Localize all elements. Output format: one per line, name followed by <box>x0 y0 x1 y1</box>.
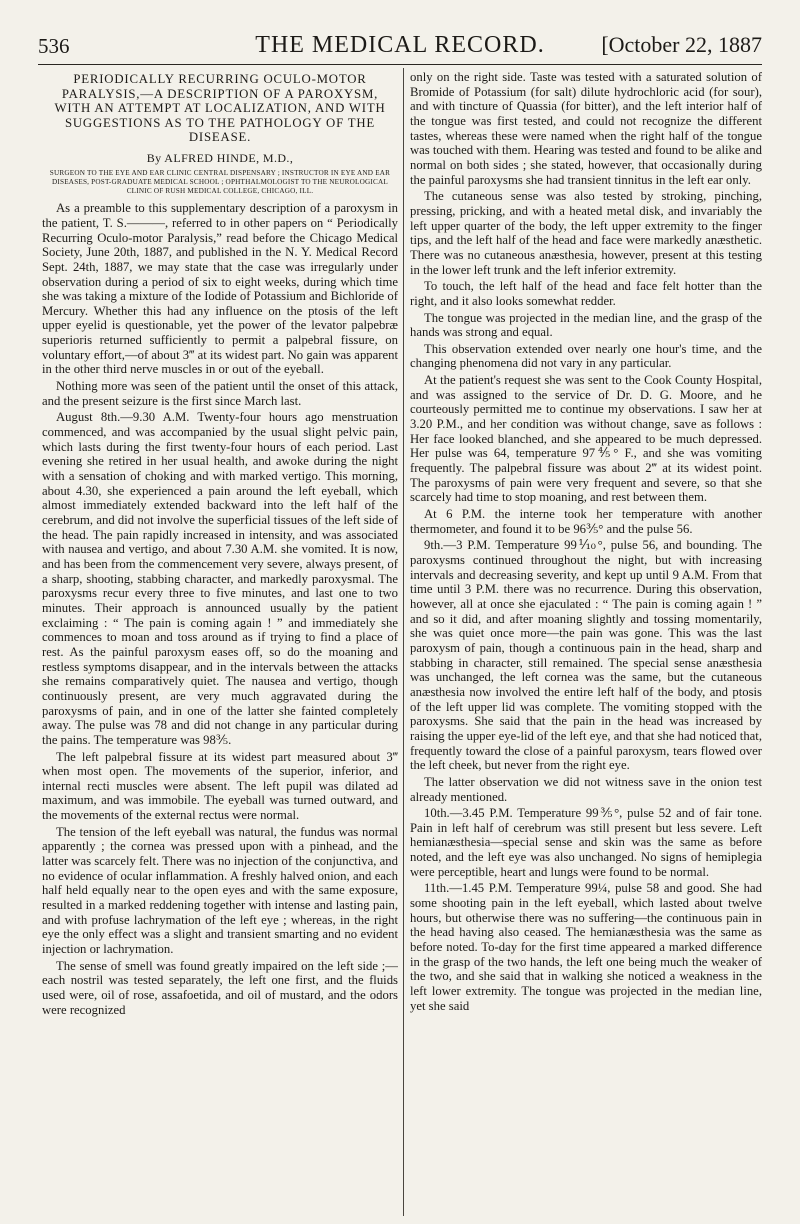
body-paragraph: 10th.—3.45 P.M. Temperature 99⅗°, pulse 52 and of fair tone. Pain in left half of cerebrum was still present but less severe. Left hemianæsthesia—special sense and skin was the same as before noted, and the left eye was also unchanged. No signs of hemiplegia were perceptible, heart and lungs were found to be normal. <box>410 806 762 879</box>
article-title: PERIODICALLY RECURRING OCULO-MOTOR PARALYSIS,—A DESCRIPTION OF A PAROXYSM, WITH AN ATTEMPT AT LOCALIZATION, AND WITH SUGGESTIONS AS TO THE PATHOLOGY OF THE DISEASE. <box>54 72 386 145</box>
page-number: 536 <box>38 34 70 58</box>
body-paragraph: To touch, the left half of the head and face felt hotter than the right, and it also looks somewhat redder. <box>410 279 762 308</box>
body-paragraph: Nothing more was seen of the patient until the onset of this attack, and the present seizure is the first since March last. <box>42 379 398 408</box>
author-affiliation: SURGEON TO THE EYE AND EAR CLINIC CENTRAL DISPENSARY ; INSTRUCTOR IN EYE AND EAR DISEASES, POST-GRADUATE MEDICAL SCHOOL ; OPHTHALMOLOGIST TO THE NEUROLOGICAL CLINIC OF RUSH MEDICAL COLLEGE, CHICAGO, ILL. <box>49 168 391 196</box>
body-paragraph: The sense of smell was found greatly impaired on the left side ;—each nostril was tested separately, the left one first, and the fluids used were, oil of rose, assafoetida, and oil of mustard, and the odors were recognized <box>42 958 398 1017</box>
body-paragraph: The left palpebral fissure at its widest part measured about 3‴ when most open. The movements of the superior, inferior, and internal recti muscles were absent. The left pupil was dilated ad maximum, and was immobile. The eyeball was turned outward, and the movements of the external rectus were normal. <box>42 749 398 823</box>
body-paragraph: The cutaneous sense was also tested by stroking, pinching, pressing, pricking, and with a heated metal disk, and invariably the left upper quarter of the body, the left upper extremity to the finger tips, and the left half of the head and face were markedly anæsthetic. There was no cutaneous anæsthesia, however, present at this testing in the lower left trunk and the left inferior extremity. <box>410 189 762 277</box>
body-paragraph: only on the right side. Taste was tested with a saturated solution of Bromide of Potassium (for salt) dilute hydrochloric acid (for sour), and with tincture of Quassia (for bitter), and the left interior half of the tongue was first tested, and could not recognize the different tastes, whereas these were named when the right half of the tongue was touched with them. Hearing was tested and found to be alike and normal on both sides ; she stated, however, that occasionally during the painful paroxysms she had transient tinnitus in the left ear only. <box>410 70 762 187</box>
body-paragraph: As a preamble to this supplementary description of a paroxysm in the patient, T. S.———, referred to in other papers on “ Periodically Recurring Oculo-motor Paralysis,” read before the Chicago Medical Society, June 20th, 1887, and published in the N. Y. Medical Record Sept. 24th, 1887, we may state that the case was irregularly under observation during a period of six to eight weeks, during which time she was taking a mixture of the Iodide of Potassium and Bichloride of Mercury. Whether this had any influence on the ptosis of the left upper eyelid is questionable, yet the power of the levator palpebræ superioris returned sufficiently to permit a palpebral fissure, on voluntary effort,—of about 3‴ at its widest part. No gain was apparent in the other third nerve muscles in or out of the eyeball. <box>42 201 398 377</box>
body-paragraph: The tension of the left eyeball was natural, the fundus was normal apparently ; the cornea was pressed upon with a pinhead, and the latter was scarcely felt. There was no injection of the conjunctiva, and no evidence of ocular inflammation. A freshly halved onion, and each half held equally near to the open eyes and with the same exposure, resulted in a marked reddening together with intense and lasting pain, and with profuse lachrymation of the left eye ; whereas, in the right eye the only effect was a slight and transient smarting and no evident injection or lachrymation. <box>42 824 398 957</box>
body-paragraph: August 8th.—9.30 A.M. Twenty-four hours ago menstruation commenced, and was accompanied by the usual slight pelvic pain, which lasts during the first twenty-four hours of each period. Last evening she retired in her usual health, and awoke during the night with a sensation of choking and with marked vertigo. This morning, about 4.30, she experienced a pain around the left eyeball, which almost immediately extended backward into the left half of the cerebrum, and did not involve the superficial tissues of the left side of the head. The pain rapidly increased in intensity, and was associated with nausea and vertigo, and about 7.30 A.M. she vomited. It is now, and has been from the commencement very severe, always present, of a sharp, shooting, stabbing character, and markedly paroxysmal. The paroxysms recur every three to five minutes, and last one to two minutes. Their approach is announced usually by the patient exclaiming : “ The pain is coming again ! ” and immediately she commences to moan and toss around as if trying to find a place of rest. As the painful paroxysm eases off, so do the moaning and restless symptoms disappear, and in the intervals between the attacks she remains comparatively quiet. The nausea and vertigo, though continuously present, are very much aggravated during the paroxysms of pain, and in one of the latter she fainted completely away. The pulse was 78 and did not change in any particular during the pains. The temperature was 98⅗. <box>42 410 398 747</box>
journal-title: THE MEDICAL RECORD. <box>255 32 545 58</box>
body-paragraph: At 6 P.M. the interne took her temperature with another thermometer, and found it to be 96⅗° and the pulse 56. <box>410 507 762 536</box>
article-byline: By ALFRED HINDE, M.D., <box>146 150 294 165</box>
right-column <box>410 70 762 1216</box>
body-paragraph: At the patient's request she was sent to the Cook County Hospital, and was assigned to the service of Dr. D. G. Moore, and he courteously permitted me to continue my observations. I saw her at 3.20 P.M., and her condition was without change, save as follows : Her face looked blanched, and she appeared to be much depressed. Her pulse was 64, temperature 97⅘° F., and she was vomiting frequently. The palpebral fissure was about 2‴ at its widest point. The paroxysms of pain were very frequent and severe, so that she scarcely had time to stop moaning, and rest between them. <box>410 373 762 505</box>
body-paragraph: The tongue was projected in the median line, and the grasp of the hands was strong and equal. <box>410 310 762 340</box>
body-paragraph: The latter observation we did not witness save in the onion test already mentioned. <box>410 774 762 804</box>
body-paragraph: 11th.—1.45 P.M. Temperature 99¼, pulse 58 and good. She had some shooting pain in the left eyeball, which lasted about twelve hours, but otherwise there was no suffering—the continuous pain in the head having also ceased. The hemianæsthesia was the same as before noted. To-day for the first time appeared a marked difference in the grasp of the two hands, the left one being much the weaker of the two, and she said that in walking she noticed a weakness in the left lower extremity. The tongue was projected in the median line, yet she said <box>410 881 762 1013</box>
running-head <box>38 30 762 62</box>
issue-date: [October 22, 1887 <box>601 32 762 57</box>
column-divider <box>403 68 404 1216</box>
header-rule <box>38 64 762 65</box>
body-paragraph: This observation extended over nearly one hour's time, and the changing phenomena did not vary in any particular. <box>410 341 762 371</box>
body-paragraph: 9th.—3 P.M. Temperature 99⅒°, pulse 56, and bounding. The paroxysms continued throughout the night, but with increasing intervals and decreasing severity, and kept up until 9 A.M. From that time until 3 P.M. there was no recurrence. During this observation, however, all at once she ejaculated : “ The pain is coming again ! ” and so it did, and after moaning slightly and tossing momentarily, she was quiet once more—the pain was gone. This was the last paroxysm of pain, though a continuous pain in the head, sharp and stabbing in character, still remained. The special sense anæsthesia was unchanged, the left cornea was the same, but the cutaneous anæsthesia now involved the entire left half of the body, and ptosis of the left upper lid was complete. The vomiting stopped with the paroxysms. She said that the pain in the head was increased by raising the upper eye-lid of the left eye, and that she had noticed that, frequently toward the close of a painful paroxysm, tears flowed over the left cheek, but never from the right eye. <box>410 538 762 773</box>
left-column <box>42 70 398 1216</box>
